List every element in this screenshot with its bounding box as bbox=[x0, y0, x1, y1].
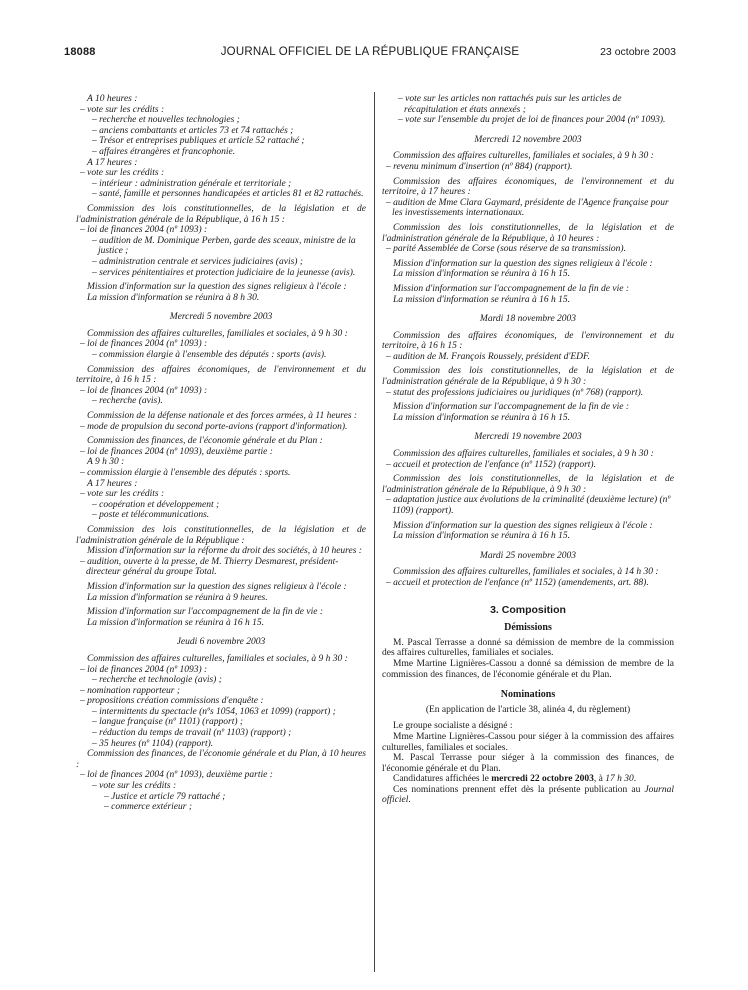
agenda-item: – audition de M. Dominique Perben, garde des sceaux, ministre de la justice ; bbox=[92, 235, 356, 257]
agenda-paragraph: Mission d'information sur la question des signes religieux à l'école : bbox=[393, 520, 653, 531]
agenda-item: – vote sur les crédits : bbox=[80, 489, 165, 500]
agenda-time: A 9 h 30 : bbox=[87, 457, 125, 468]
agenda-item: – vote sur l'ensemble du projet de loi de finances pour 2004 (nº 1093). bbox=[398, 115, 666, 126]
agenda-time: La mission d'information se réunira à 8 h 30. bbox=[87, 292, 260, 303]
column-divider bbox=[374, 92, 375, 972]
agenda-item: – services pénitentiaires et protection judiciaire de la jeunesse (avis). bbox=[92, 267, 356, 278]
agenda-paragraph: Commission des finances, de l'économie générale et du Plan, à 10 heures : bbox=[76, 749, 366, 770]
nominations-subtitle: (En application de l'article 38, alinéa 4, du règlement) bbox=[425, 704, 631, 715]
agenda-time: A 17 heures : bbox=[87, 157, 138, 168]
candidatures-middle: , à bbox=[593, 774, 606, 785]
page-date: 23 octobre 2003 bbox=[600, 46, 676, 58]
page-number: 18088 bbox=[64, 46, 96, 58]
agenda-item: – 35 heures (nº 1104) (rapport). bbox=[92, 738, 214, 749]
effect-suffix: . bbox=[408, 795, 411, 806]
agenda-paragraph: Commission des affaires économiques, de l'environnement et du territoire, à 17 heures : bbox=[382, 176, 674, 198]
agenda-item: – adaptation justice aux évolutions de la criminalité (deuxième lecture) (nº 1109) (rapport). bbox=[386, 495, 671, 516]
agenda-item: – anciens combattants et articles 73 et 74 rattachés ; bbox=[92, 125, 294, 136]
agenda-item: – nomination rapporteur ; bbox=[80, 685, 181, 696]
agenda-item: – commission élargie à l'ensemble des députés : sports (avis). bbox=[92, 350, 327, 361]
candidatures-time: 17 h 30 bbox=[605, 774, 634, 785]
agenda-item: – parité Assemblée de Corse (sous réserve de sa transmission). bbox=[386, 244, 626, 255]
agenda-paragraph: Commission des lois constitutionnelles, de la législation et de l'administration générale de la République, à 9 h 30 : bbox=[382, 366, 674, 388]
agenda-item: – réduction du temps de travail (nº 1103) (rapport) ; bbox=[92, 728, 292, 739]
agenda-paragraph: Commission des affaires culturelles, familiales et sociales, à 9 h 30 : bbox=[87, 653, 348, 664]
nominations-title: Nominations bbox=[500, 689, 556, 701]
date-heading: Jeudi 6 novembre 2003 bbox=[176, 637, 266, 648]
candidatures-suffix: . bbox=[633, 774, 637, 785]
agenda-item: – loi de finances 2004 (nº 1093) : bbox=[80, 339, 208, 350]
section-title: 3. Composition bbox=[490, 603, 566, 616]
date-heading: Mercredi 19 novembre 2003 bbox=[474, 432, 582, 443]
agenda-item: – audition de Mme Clara Gaymard, présidente de l'Agence française pour les investissements internationaux. bbox=[386, 197, 669, 219]
agenda-paragraph: Mission d'information sur la réforme du droit des sociétés, à 10 heures : bbox=[87, 546, 362, 557]
agenda-item: – santé, famille et personnes handicapées et articles 81 et 82 rattachés. bbox=[92, 189, 364, 200]
agenda-item: – vote sur les crédits : bbox=[80, 104, 165, 115]
effect-paragraph bbox=[382, 785, 674, 806]
agenda-item: – poste et télécommunications. bbox=[92, 510, 210, 521]
agenda-item: – loi de finances 2004 (nº 1093) : bbox=[80, 385, 208, 396]
agenda-time: A 10 heures : bbox=[87, 94, 138, 104]
date-heading: Mercredi 5 novembre 2003 bbox=[169, 312, 273, 323]
demissions-title: Démissions bbox=[504, 622, 552, 634]
demission-paragraph: Mme Martine Lignières-Cassou a donné sa démission de membre de la commission des finances, de l'économie générale et du Plan. bbox=[382, 658, 674, 680]
agenda-item: – loi de finances 2004 (nº 1093), deuxième partie : bbox=[80, 770, 273, 781]
agenda-paragraph: Commission des affaires économiques, de l'environnement et du territoire, à 16 h 15 : bbox=[76, 364, 366, 386]
agenda-time: La mission d'information se réunira à 16 h 15. bbox=[393, 269, 571, 280]
agenda-item: – Trésor et entreprises publiques et article 52 rattaché ; bbox=[92, 136, 305, 147]
agenda-item: – vote sur les crédits : bbox=[92, 781, 177, 792]
effect-journal: Journal officiel bbox=[382, 784, 674, 806]
agenda-item: – accueil et protection de l'enfance (nº 1152) (amendements, art. 88). bbox=[386, 577, 649, 588]
date-heading: Mercredi 12 novembre 2003 bbox=[474, 134, 582, 145]
agenda-item: – affaires étrangères et francophonie. bbox=[92, 146, 236, 157]
agenda-item: – vote sur les crédits : bbox=[80, 168, 165, 179]
agenda-item: – loi de finances 2004 (nº 1093), deuxième partie : bbox=[80, 446, 273, 457]
agenda-paragraph: Commission des finances, de l'économie générale et du Plan : bbox=[87, 436, 323, 447]
candidatures-paragraph bbox=[382, 774, 674, 785]
agenda-item: – loi de finances 2004 (nº 1093) : bbox=[80, 225, 208, 236]
agenda-paragraph: Mission d'information sur l'accompagnement de la fin de vie : bbox=[87, 607, 323, 618]
agenda-paragraph: Commission de la défense nationale et des forces armées, à 11 heures : bbox=[87, 411, 358, 422]
agenda-paragraph: Commission des lois constitutionnelles, de la législation et de l'administration générale de la République : bbox=[76, 524, 366, 546]
nomination-paragraph: Mme Martine Lignières-Cassou pour siéger à la commission des affaires culturelles, familiales et sociales. bbox=[382, 731, 674, 753]
agenda-item: – intermittents du spectacle (nºs 1054, 1063 et 1099) (rapport) ; bbox=[92, 706, 336, 717]
agenda-time: La mission d'information se réunira à 16 h 15. bbox=[393, 412, 571, 423]
agenda-paragraph: Mission d'information sur la question des signes religieux à l'école : bbox=[87, 282, 347, 293]
agenda-item: – administration centrale et services judiciaires (avis) ; bbox=[92, 256, 303, 267]
right-column-agenda bbox=[382, 94, 674, 589]
agenda-item: – commerce extérieur ; bbox=[104, 802, 193, 813]
agenda-paragraph: Commission des lois constitutionnelles, de la législation et de l'administration générale de la République, à 10 heures : bbox=[382, 222, 674, 244]
agenda-item: – recherche et nouvelles technologies ; bbox=[92, 115, 240, 126]
agenda-item: – commission élargie à l'ensemble des députés : sports. bbox=[80, 468, 291, 478]
agenda-time: La mission d'information se réunira à 16 h 15. bbox=[393, 531, 571, 542]
agenda-paragraph: Commission des lois constitutionnelles, de la législation et de l'administration générale de la République, à 9 h 30 : bbox=[382, 474, 674, 495]
agenda-item: – statut des professions judiciaires ou juridiques (nº 768) (rapport). bbox=[386, 387, 644, 398]
agenda-item: – langue française (nº 1101) (rapport) ; bbox=[92, 717, 244, 728]
agenda-paragraph: Mission d'information sur la question des signes religieux à l'école : bbox=[393, 258, 653, 269]
agenda-paragraph: Commission des affaires culturelles, familiales et sociales, à 14 h 30 : bbox=[393, 567, 659, 578]
agenda-paragraph: Mission d'information sur l'accompagnement de la fin de vie : bbox=[393, 402, 629, 413]
page-header bbox=[64, 46, 676, 62]
nomination-paragraph: Le groupe socialiste a désigné : bbox=[393, 721, 513, 732]
left-column bbox=[76, 94, 366, 813]
agenda-paragraph: Commission des lois constitutionnelles, de la législation et de l'administration générale de la République, à 16 h 15 : bbox=[76, 203, 366, 225]
agenda-time: La mission d'information se réunira à 16 h 15. bbox=[87, 617, 265, 628]
agenda-item: – intérieur : administration générale et territoriale ; bbox=[92, 178, 292, 189]
agenda-time: La mission d'information se réunira à 9 heures. bbox=[87, 592, 268, 603]
agenda-item: – recherche (avis). bbox=[92, 396, 163, 407]
agenda-item: – revenu minimum d'insertion (nº 884) (rapport). bbox=[386, 161, 573, 172]
agenda-paragraph: Mission d'information sur la question des signes religieux à l'école : bbox=[87, 581, 347, 592]
agenda-item: – audition, ouverte à la presse, de M. Thierry Desmarest, président-directeur général du groupe Total. bbox=[80, 556, 339, 578]
demission-paragraph: M. Pascal Terrasse a donné sa démission de membre de la commission des affaires culturelles, familiales et sociales. bbox=[382, 637, 674, 659]
date-heading: Mardi 18 novembre 2003 bbox=[479, 314, 577, 325]
agenda-paragraph: Commission des affaires culturelles, familiales et sociales, à 9 h 30 : bbox=[393, 151, 654, 162]
agenda-item: – mode de propulsion du second porte-avions (rapport d'information). bbox=[80, 421, 348, 432]
candidatures-date: mercredi 22 octobre 2003 bbox=[491, 774, 594, 785]
agenda-item: – Justice et article 79 rattaché ; bbox=[104, 791, 226, 802]
agenda-item: – vote sur les articles non rattachés puis sur les articles de récapitulation et états annexés ; bbox=[398, 94, 622, 115]
agenda-paragraph: Mission d'information sur l'accompagnement de la fin de vie : bbox=[393, 283, 629, 294]
agenda-time: A 17 heures : bbox=[87, 478, 138, 489]
right-column bbox=[382, 94, 674, 806]
agenda-paragraph: Commission des affaires culturelles, familiales et sociales, à 9 h 30 : bbox=[393, 449, 654, 460]
date-heading: Mardi 25 novembre 2003 bbox=[479, 550, 577, 561]
agenda-paragraph: Commission des affaires économiques, de l'environnement et du territoire, à 16 h 15 : bbox=[382, 330, 674, 352]
agenda-time: La mission d'information se réunira à 16 h 15. bbox=[393, 294, 571, 305]
nomination-paragraph: M. Pascal Terrasse pour siéger à la commission des finances, de l'économie générale et du Plan. bbox=[382, 753, 674, 774]
agenda-paragraph: Commission des affaires culturelles, familiales et sociales, à 9 h 30 : bbox=[87, 328, 348, 339]
agenda-item: – loi de finances 2004 (nº 1093) : bbox=[80, 664, 208, 675]
agenda-item: – propositions création commissions d'enquête : bbox=[80, 696, 264, 707]
candidatures-prefix: Candidatures affichées le bbox=[393, 774, 492, 785]
agenda-item: – coopération et développement ; bbox=[92, 499, 220, 510]
agenda-item: – audition de M. François Roussely, président d'EDF. bbox=[386, 351, 590, 362]
agenda-item: – recherche et technologie (avis) ; bbox=[92, 675, 222, 686]
journal-title: JOURNAL OFFICIEL DE LA RÉPUBLIQUE FRANÇAISE bbox=[220, 46, 520, 58]
effect-prefix: Ces nominations prennent effet dès la présente publication au bbox=[393, 784, 645, 795]
agenda-item: – accueil et protection de l'enfance (nº 1152) (rapport). bbox=[386, 459, 596, 470]
